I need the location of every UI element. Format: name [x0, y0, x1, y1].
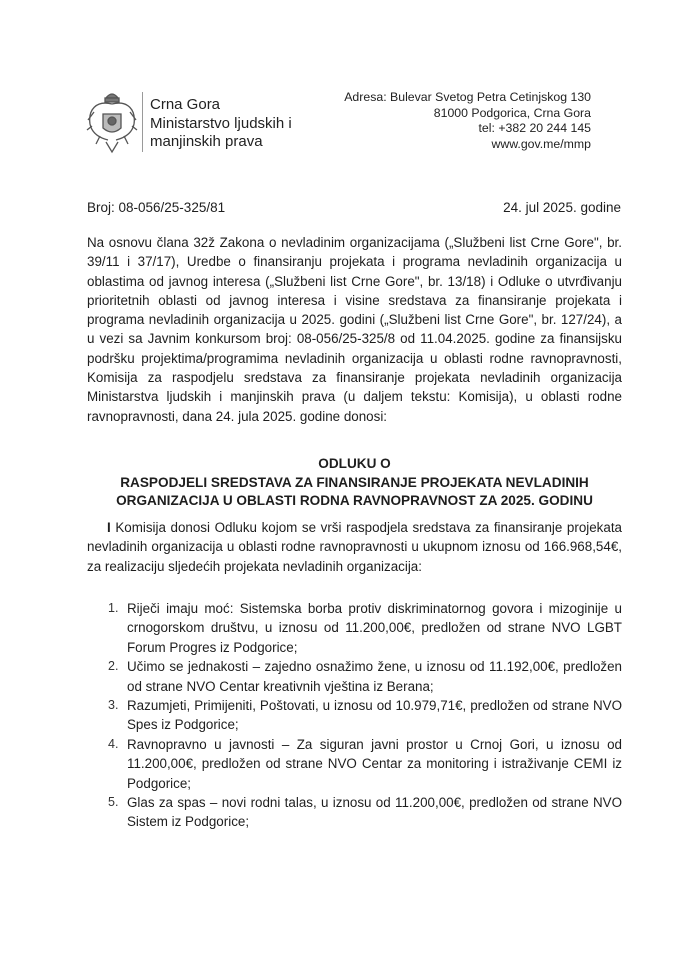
organization-name	[150, 96, 292, 152]
list-item	[87, 657, 622, 696]
title-line: ORGANIZACIJA U OBLASTI RODNA RAVNOPRAVNOST ZA 2025. GODINU	[116, 493, 593, 509]
item-text: Ravnopravno u javnosti – Za siguran javni prostor u Crnoj Gori, u iznosu od 11.200,00€, predložen od strane NVO Centar za monitoring i istraživanje CEMI iz Podgorice;	[127, 736, 622, 791]
document-date: 24. jul 2025. godine	[503, 200, 621, 215]
contact-address	[344, 90, 591, 152]
website-link[interactable]: www.gov.me/mmp	[491, 136, 591, 151]
coat-of-arms-icon	[86, 90, 138, 154]
phone-line: tel: +382 20 244 145	[478, 121, 591, 136]
intro-paragraph: Na osnovu člana 32ž Zakona o nevladinim organizacijama („Službeni list Crne Gore", br. 39/11 i 37/17), Uredbe o finansiranju projekata i programa nevladinih organizacija u oblastima od javnog interesa („Službeni list Crne Gore", br. 13/18) i Odluke o utvrđivanju prioritetnih oblasti od javnog interesa i visine sredstava za finansiranje projekata i programa nevladinih organizacija u 2025. godini („Službeni list Crne Gore", br. 127/24), a u vezi sa Javnim konkursom broj: 08-056/25-325/8 od 11.04.2025. godine za finansijsku podršku projektima/programima nevladinih organizacija u oblasti rodne ravnopravnosti, Komisija za raspodjelu sredstava za finansiranje projekata nevladinih organizacija Ministarstva ljudskih i manjinskih prava (u daljem tekstu: Komisija), u oblasti rodne ravnopravnosti, dana 24. jula 2025. godine donosi:	[87, 235, 622, 424]
org-line: Crna Gora	[150, 96, 221, 113]
list-item	[87, 793, 622, 832]
section-1-paragraph	[87, 518, 622, 576]
item-number: 4.	[108, 736, 119, 751]
item-text: Glas za spas – novi rodni talas, u iznosu od 11.200,00€, predložen od strane NVO Sistem iz Podgorice;	[127, 795, 622, 830]
address-line: Adresa: Bulevar Svetog Petra Cetinjskog 130	[344, 90, 591, 104]
section-text: Komisija donosi Odluku kojom se vrši raspodjela sredstava za finansiranje projekata nevladinih organizacija u oblasti rodne ravnopravnosti u ukupnom iznosu od 166.968,54€, za realizaciju sljedećih projekata nevladinih organizacija:	[87, 520, 622, 574]
title-line: RASPODJELI SREDSTAVA ZA FINANSIRANJE PROJEKATA NEVLADINIH	[120, 474, 589, 490]
item-text: Razumjeti, Primijeniti, Poštovati, u iznosu od 10.979,71€, predložen od strane NVO Spes iz Podgorice;	[127, 698, 622, 733]
section-numeral: I	[107, 520, 111, 535]
item-number: 5.	[108, 795, 119, 810]
list-item	[87, 696, 622, 735]
item-text: Učimo se jednakosti – zajedno osnažimo žene, u iznosu od 11.192,00€, predložen od strane NVO Centar kreativnih vještina iz Berana;	[127, 659, 622, 694]
org-line: Ministarstvo ljudskih i	[150, 114, 292, 132]
address-line: 81000 Podgorica, Crna Gora	[433, 105, 591, 120]
item-number: 2.	[108, 659, 119, 674]
header-divider	[142, 92, 143, 152]
org-line: manjinskih prava	[150, 133, 263, 150]
item-number: 1.	[108, 601, 119, 615]
project-list	[87, 599, 622, 832]
list-item	[87, 599, 622, 657]
item-text: Riječi imaju moć: Sistemska borba protiv diskriminatornog govora i mizoginije u crnogorskom društvu, u iznosu od 11.200,00€, predložen od strane NVO LGBT Forum Progres iz Podgorice;	[127, 601, 622, 655]
title-line: ODLUKU O	[318, 456, 391, 471]
document-number: Broj: 08-056/25-325/81	[87, 200, 226, 215]
item-number: 3.	[108, 698, 119, 713]
decision-title	[87, 455, 622, 511]
list-item	[87, 735, 622, 793]
